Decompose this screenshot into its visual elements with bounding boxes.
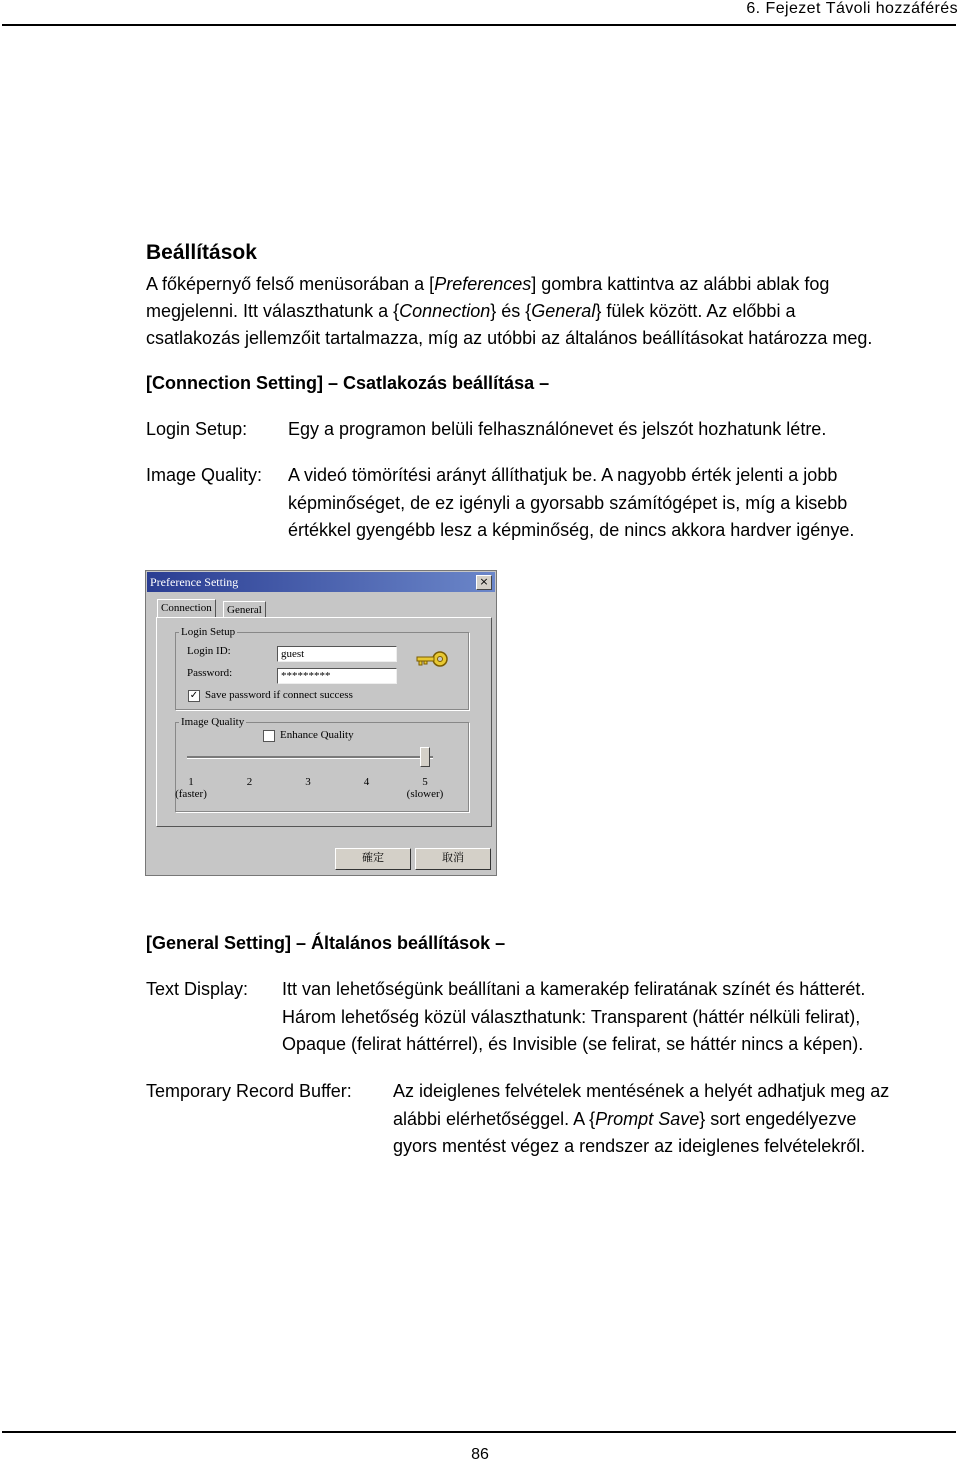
image-quality-label: Image Quality:	[146, 465, 263, 485]
enhance-quality-label: Enhance Quality	[280, 729, 354, 741]
dialog-title: Preference Setting	[150, 575, 239, 589]
quality-tick-2: 2	[246, 776, 253, 788]
save-password-checkbox[interactable]: ✓	[189, 690, 199, 701]
close-icon[interactable]: ×	[476, 575, 492, 590]
intro-line-2: megjelenni. Itt választhatunk a {Connection} és {General} fülek között. Az előbbi a	[146, 301, 796, 321]
login-id-label: Login ID:	[187, 645, 231, 657]
quality-tick-5: 5 (slower)	[406, 776, 444, 800]
login-id-input[interactable]: guest	[277, 646, 397, 662]
enhance-quality-checkbox[interactable]	[263, 730, 275, 742]
intro-line-3: csatlakozás jellemzőit tartalmazza, míg az utóbbi az általános beállításokat határozza meg.	[146, 328, 873, 348]
preference-setting-dialog	[145, 570, 497, 876]
dialog-titlebar	[147, 572, 495, 592]
header-rule	[2, 24, 956, 26]
running-header	[741, 0, 958, 18]
image-quality-desc: A videó tömörítési arányt állíthatjuk be. A nagyobb érték jelenti a jobb képminőséget, de ez igényli a gyorsabb számítógépet is, míg a kisebb értékkel gyengébb lesz a képminőség, de nincs akkora hardver igénye.	[288, 465, 855, 540]
text-display-desc: Itt van lehetőségünk beállítani a kamerakép feliratának színét és hátterét. Három lehetőség közül választhatunk: Transparent (háttér nélküli felirat), Opaque (felirat háttérrel), és Invisible (se felirat, se háttér nincs a képen).	[282, 979, 866, 1054]
chapter-word: Fejezet	[765, 0, 821, 17]
quality-slider-track[interactable]	[187, 756, 433, 759]
intro-line-1: A főképernyő felső menüsorában a [Preferences] gombra kattintva az alábbi ablak fog	[146, 274, 830, 294]
section-title: Beállítások	[146, 241, 257, 264]
text-display-label: Text Display:	[146, 979, 249, 999]
password-input[interactable]: *********	[277, 668, 397, 684]
page-number: 86	[471, 1446, 489, 1463]
login-setup-label: Login Setup:	[146, 419, 248, 439]
key-icon	[415, 650, 449, 668]
chapter-title: Távoli hozzáférés	[825, 0, 958, 17]
login-setup-desc: Egy a programon belüli felhasználónevet és jelszót hozhatunk létre.	[288, 419, 827, 439]
temp-buffer-label: Temporary Record Buffer:	[146, 1081, 352, 1101]
login-setup-group-label: Login Setup	[181, 626, 236, 638]
connection-setting-heading: [Connection Setting] – Csatlakozás beállítása –	[146, 373, 550, 393]
chapter-number: 6.	[746, 0, 761, 17]
quality-tick-4: 4	[363, 776, 370, 788]
tab-panel	[156, 617, 492, 827]
temp-buffer-desc: Az ideiglenes felvételek mentésének a helyét adhatjuk meg az alábbi elérhetőséggel. A {Prompt Save} sort engedélyezve gyors mentést végez a rendszer az ideiglenes felvételekről.	[393, 1081, 890, 1156]
footer-rule	[2, 1431, 956, 1433]
quality-tick-3: 3	[305, 776, 311, 788]
save-password-label: Save password if connect success	[205, 689, 353, 701]
quality-slider-thumb[interactable]	[420, 747, 430, 767]
ok-button[interactable]: 確定	[335, 848, 411, 870]
general-setting-heading: [General Setting] – Általános beállítások –	[146, 933, 506, 953]
tab-connection[interactable]: Connection	[157, 599, 216, 617]
quality-tick-1: 1 (faster)	[175, 776, 207, 800]
cancel-button[interactable]: 取消	[415, 848, 491, 870]
image-quality-group-label: Image Quality	[181, 716, 245, 728]
password-label: Password:	[187, 667, 233, 679]
tab-general[interactable]: General	[223, 601, 266, 617]
